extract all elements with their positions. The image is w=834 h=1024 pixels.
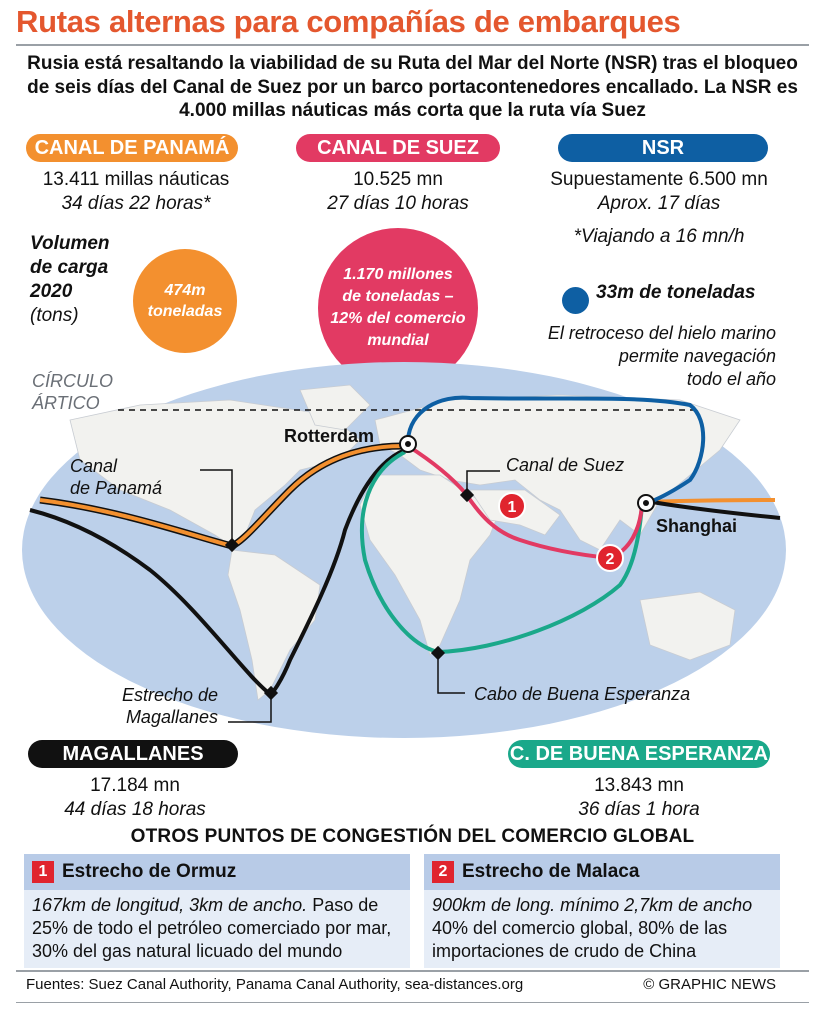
arctic-label-line1: CÍRCULO [32, 371, 114, 391]
footer-divider [16, 970, 809, 972]
stat-magallanes-time: 44 días 18 horas [64, 799, 206, 820]
nsr-note-line1: El retroceso del hielo marino [547, 323, 776, 343]
stat-magallanes-distance: 17.184 mn [90, 775, 180, 796]
subtitle: Rusia está resaltando la viabilidad de su Ruta del Mar del Norte (NSR) tras el bloqueo de seis días del Canal de Suez por un barco portacontenedores encallado. La NSR es 4.000 millas náuticas más corta que la ruta vía Suez [27, 53, 798, 121]
copyright-text: © GRAPHIC NEWS [643, 976, 776, 993]
stat-nsr-distance: Supuestamente 6.500 mn [550, 169, 768, 190]
marker-2-label: 2 [605, 551, 615, 568]
cargo-suez-line4: mundial [367, 332, 429, 349]
arctic-label-line2: ÁRTICO [32, 393, 100, 413]
congestion-1-header [24, 854, 410, 890]
city-shanghai: Shanghai [656, 516, 738, 536]
congestion-2-text: 40% del comercio global, 80% de las importaciones de crudo de China [432, 918, 728, 961]
panama-canal-line2: de Panamá [70, 478, 163, 498]
cargo-label-line2: de carga [30, 257, 109, 278]
nsr-note-line3: todo el año [686, 369, 776, 389]
stat-buena-esperanza-distance: 13.843 mn [594, 775, 684, 796]
cargo-panama-line1: 474m [164, 282, 206, 299]
marker-1-label: 1 [507, 499, 517, 516]
cargo-label-unit: (tons) [30, 305, 79, 326]
stat-nsr [528, 168, 790, 249]
page-title: Rutas alternas para compañías de embarques [16, 4, 681, 39]
stat-buena-esperanza-time: 36 días 1 hora [578, 799, 700, 820]
stat-panama-time: 34 días 22 horas* [61, 193, 211, 214]
stat-buena-esperanza [510, 774, 768, 822]
cargo-suez-line1: 1.170 millones [343, 266, 453, 283]
stat-magallanes [10, 774, 260, 822]
nsr-note-line2: permite navegación [618, 346, 776, 366]
cargo-circle-panama [133, 249, 237, 353]
panama-canal-label [70, 455, 162, 499]
congestion-2-italic: 900km de long. mínimo 2,7km de ancho [432, 895, 753, 915]
cargo-suez-line2: de toneladas – [342, 288, 454, 305]
congestion-1-name: Estrecho de Ormuz [62, 861, 237, 882]
cargo-volume-label [30, 232, 110, 328]
magellan-label [100, 684, 218, 728]
congestion-2-body [424, 890, 780, 968]
cargo-circle-nsr [562, 287, 589, 314]
stat-suez-time: 27 días 10 horas [327, 193, 469, 214]
stat-nsr-note: *Viajando a 16 mn/h [573, 226, 745, 247]
cargo-suez-line3: 12% del comercio [330, 310, 466, 327]
suez-canal-label: Canal de Suez [506, 455, 625, 475]
congestion-1-body [24, 890, 410, 968]
magellan-line2: Magallanes [125, 707, 218, 727]
cape-label: Cabo de Buena Esperanza [474, 684, 691, 704]
route-pill-magallanes: MAGALLANES [28, 740, 238, 768]
cargo-label-line1: Volumen [30, 233, 110, 254]
congestion-1-italic: 167km de longitud, 3km de ancho. [32, 895, 308, 915]
stat-panama-distance: 13.411 millas náuticas [42, 169, 230, 190]
congestion-1-badge: 1 [32, 861, 54, 883]
route-pill-nsr: NSR [558, 134, 768, 162]
footer-bottom-rule [16, 1002, 809, 1003]
port-rotterdam-dot [405, 441, 411, 447]
world-map [0, 360, 834, 740]
route-pill-suez: CANAL DE SUEZ [296, 134, 500, 162]
cargo-label-line3: 2020 [30, 281, 73, 302]
route-panama-east [650, 500, 775, 502]
route-pill-panama: CANAL DE PANAMÁ [26, 134, 238, 162]
stat-suez [286, 168, 510, 216]
congestion-title: OTROS PUNTOS DE CONGESTIÓN DEL COMERCIO GLOBAL [130, 826, 695, 847]
stat-suez-distance: 10.525 mn [353, 169, 443, 190]
cargo-panama-line2: toneladas [147, 303, 223, 320]
sources-text: Fuentes: Suez Canal Authority, Panama Canal Authority, sea-distances.org [26, 976, 524, 993]
arctic-circle-label [32, 370, 113, 414]
port-shanghai-dot [643, 500, 649, 506]
route-pill-buena-esperanza: C. DE BUENA ESPERANZA [508, 740, 770, 768]
stat-panama [8, 168, 264, 216]
cargo-nsr-value: 33m de toneladas [596, 282, 756, 303]
congestion-1-text: Paso de 25% de todo el petróleo comerciado por mar, 30% del gas natural licuado del mundo [32, 895, 392, 961]
stat-nsr-time: Aprox. 17 días [597, 193, 721, 214]
panama-canal-line1: Canal [70, 456, 118, 476]
congestion-2-header [424, 854, 780, 890]
title-divider [16, 44, 809, 46]
magellan-line1: Estrecho de [121, 685, 218, 705]
congestion-2-name: Estrecho de Malaca [462, 861, 640, 882]
city-rotterdam: Rotterdam [284, 426, 375, 446]
congestion-2-badge: 2 [432, 861, 454, 883]
